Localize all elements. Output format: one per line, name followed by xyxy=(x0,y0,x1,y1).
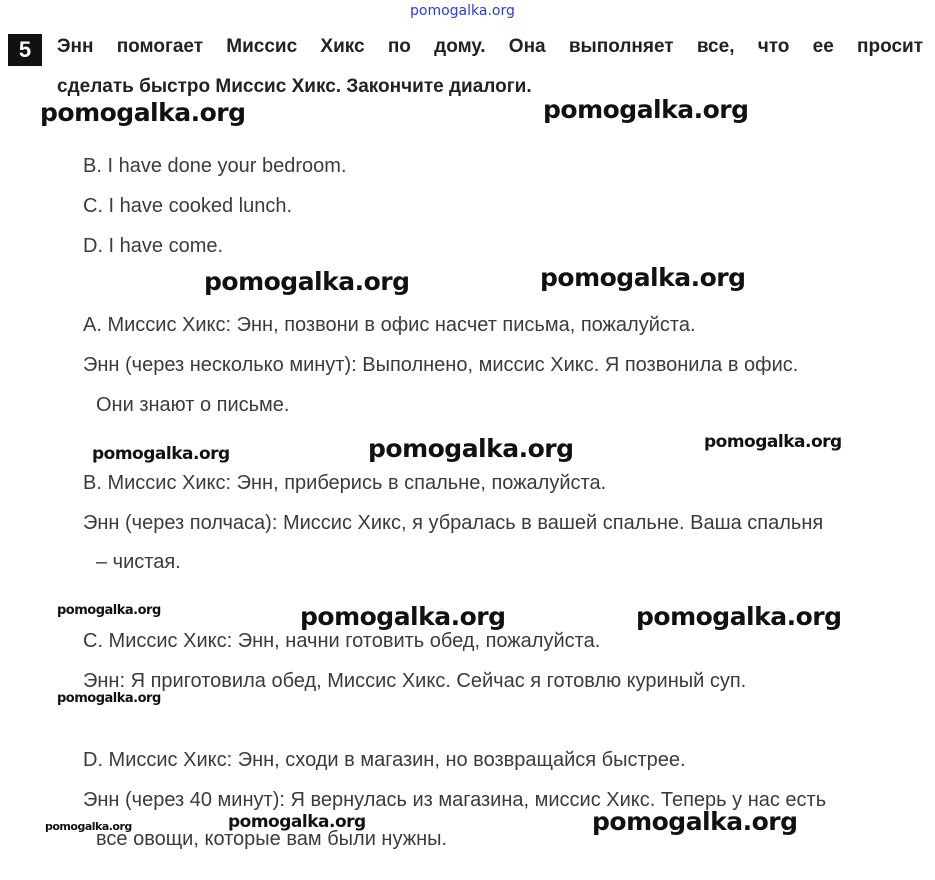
watermark: pomogalka.org xyxy=(57,603,161,618)
answer-option-b: B. I have done your bedroom. xyxy=(83,155,347,177)
dialogue-b-line-1: B. Миссис Хикс: Энн, приберись в спальне, пожалуйста. xyxy=(83,472,607,494)
watermark: pomogalka.org xyxy=(592,807,798,836)
watermark: pomogalka.org xyxy=(57,691,161,706)
dialogue-c-line-1: C. Миссис Хикс: Энн, начни готовить обед, пожалуйста. xyxy=(83,630,601,652)
watermark: pomogalka.org xyxy=(204,267,410,296)
dialogue-a-line-1: A. Миссис Хикс: Энн, позвони в офис насчет письма, пожалуйста. xyxy=(83,314,696,336)
watermark: pomogalka.org xyxy=(368,434,574,463)
dialogue-a-line-3: Они знают о письме. xyxy=(96,394,290,416)
dialogue-c-line-2: Энн: Я приготовила обед, Миссис Хикс. Сейчас я готовлю куриный суп. xyxy=(83,670,747,692)
watermark: pomogalka.org xyxy=(40,98,246,127)
dialogue-d-line-3: все овощи, которые вам были нужны. xyxy=(96,828,448,850)
watermark: pomogalka.org xyxy=(636,602,842,631)
watermark: pomogalka.org xyxy=(92,444,230,464)
watermark: pomogalka.org xyxy=(704,432,842,452)
answer-option-c: C. I have cooked lunch. xyxy=(83,195,293,217)
dialogue-b-line-2: Энн (через полчаса): Миссис Хикс, я убралась в вашей спальне. Ваша спальня xyxy=(83,512,824,534)
watermark: pomogalka.org xyxy=(45,820,132,833)
dialogue-b-line-3: – чистая. xyxy=(96,551,181,573)
task-instruction-line-2: сделать быстро Миссис Хикс. Закончите диалоги. xyxy=(57,76,532,97)
watermark: pomogalka.org xyxy=(410,3,515,19)
task-instruction-line-1: Энн помогает Миссис Хикс по дому. Она выполняет все, что ее просит xyxy=(57,36,923,57)
watermark: pomogalka.org xyxy=(543,95,749,124)
watermark: pomogalka.org xyxy=(300,602,506,631)
dialogue-d-line-1: D. Миссис Хикс: Энн, сходи в магазин, но возвращайся быстрее. xyxy=(83,749,686,771)
answer-option-d: D. I have come. xyxy=(83,235,224,257)
task-number-badge: 5 xyxy=(8,34,42,66)
dialogue-d-line-2: Энн (через 40 минут): Я вернулась из магазина, миссис Хикс. Теперь у нас есть xyxy=(83,789,827,811)
watermark: pomogalka.org xyxy=(228,812,366,832)
dialogue-a-line-2: Энн (через несколько минут): Выполнено, миссис Хикс. Я позвонила в офис. xyxy=(83,354,799,376)
watermark: pomogalka.org xyxy=(540,263,746,292)
